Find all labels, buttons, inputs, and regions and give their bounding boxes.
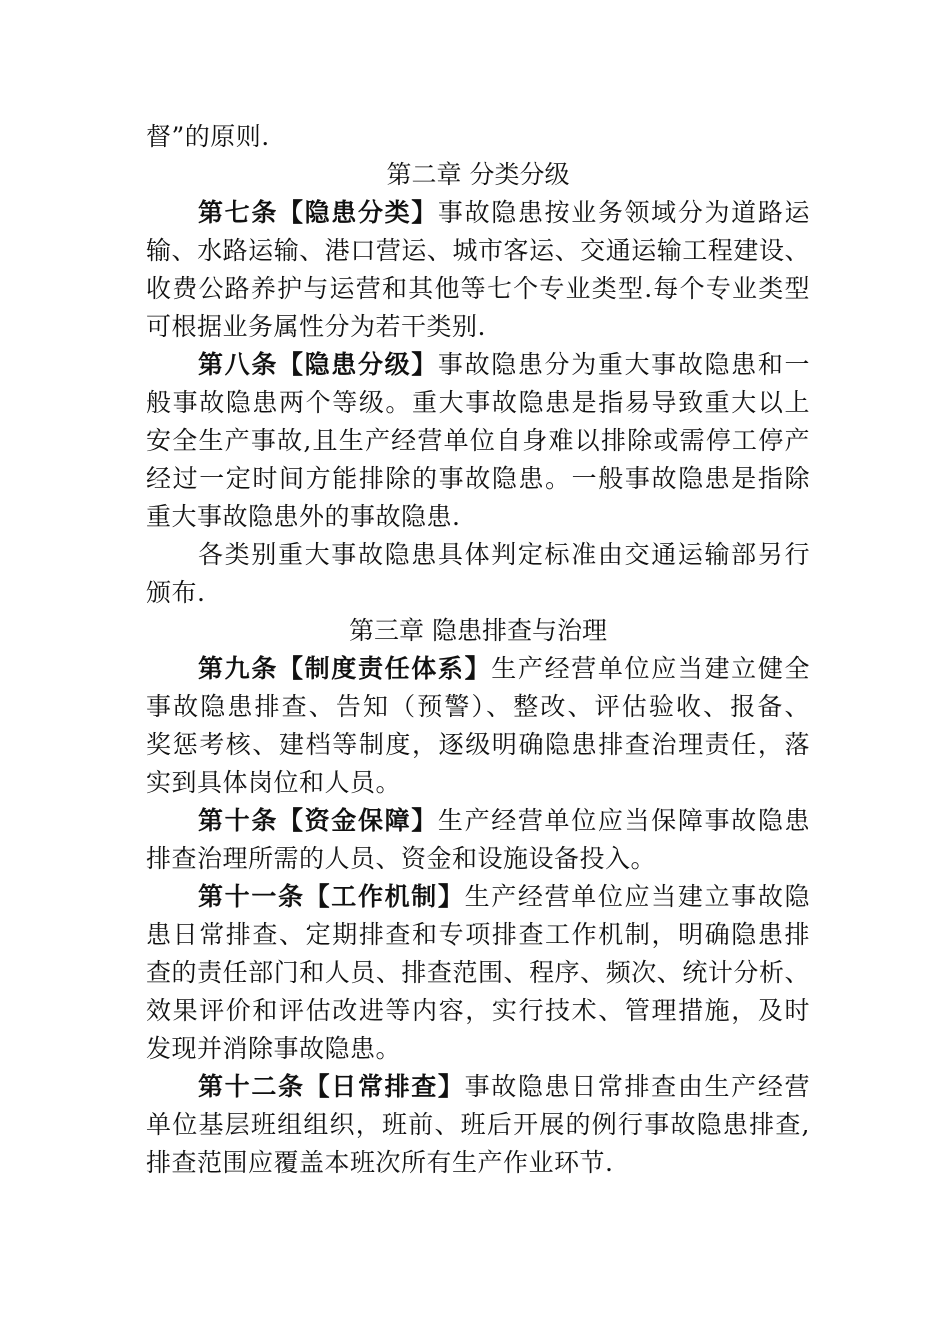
article-12-line-2: 单位基层班组组织，班前、班后开展的例行事故隐患排查, (146, 1110, 810, 1139)
article-8-line-4: 经过一定时间方能排除的事故隐患。一般事故隐患是指除 (146, 464, 810, 493)
article-12-line-3: 排查范围应覆盖本班次所有生产作业环节. (146, 1148, 614, 1177)
article-7-line-4: 可根据业务属性分为若干类别. (146, 312, 486, 341)
article-10-line-2: 排查治理所需的人员、资金和设施设备投入。 (146, 844, 657, 873)
article-11-title: 第十一条【工作机制】 (198, 882, 465, 911)
article-8-line-5: 重大事故隐患外的事故隐患. (146, 502, 461, 531)
article-8-line-2: 般事故隐患两个等级。重大事故隐患是指易导致重大以上 (146, 388, 810, 417)
article-11 (146, 878, 810, 1068)
article-11-line-3: 查的责任部门和人员、排查范围、程序、频次、统计分析、 (146, 958, 810, 987)
article-9-line-1 (146, 650, 810, 688)
article-10-title: 第十条【资金保障】 (198, 806, 438, 835)
article-12-text: 事故隐患日常排查由生产经营 (464, 1072, 810, 1101)
article-9-line-3: 奖惩考核、建档等制度，逐级明确隐患排查治理责任，落 (146, 730, 810, 759)
article-8 (146, 346, 810, 536)
article-9-text: 生产经营单位应当建立健全 (491, 654, 810, 683)
article-11-line-1 (146, 878, 810, 916)
article-7 (146, 194, 810, 346)
article-8-line-1 (146, 346, 810, 384)
article-8-text: 事故隐患分为重大事故隐患和一 (437, 350, 810, 379)
article-11-line-4: 效果评价和评估改进等内容，实行技术、管理措施，及时 (146, 996, 810, 1025)
article-9-title: 第九条【制度责任体系】 (198, 654, 492, 683)
article-7-text: 事故隐患按业务领域分为道路运 (437, 198, 810, 227)
article-12-line-1 (146, 1068, 810, 1106)
article-11-text: 生产经营单位应当建立事故隐 (464, 882, 810, 911)
document-page (146, 118, 810, 1182)
article-10-text: 生产经营单位应当保障事故隐患 (437, 806, 810, 835)
article-7-line-1 (146, 194, 810, 232)
chapter-3-heading: 第三章 隐患排查与治理 (349, 616, 607, 645)
opening-line: 督”的原则. (146, 122, 270, 151)
article-9-line-4: 实到具体岗位和人员。 (146, 768, 402, 797)
article-8-line-3: 安全生产事故,且生产经营单位自身难以排除或需停工停产 (146, 426, 810, 455)
article-12-title: 第十二条【日常排查】 (198, 1072, 465, 1101)
article-12 (146, 1068, 810, 1182)
article-7-title: 第七条【隐患分类】 (198, 198, 438, 227)
article-10-line-1 (146, 802, 810, 840)
chapter-2-heading: 第二章 分类分级 (386, 160, 570, 189)
paragraph-line-1: 各类别重大事故隐患具体判定标准由交通运输部另行 (198, 540, 810, 569)
paragraph-major-hazard-standard (146, 536, 810, 612)
article-8-title: 第八条【隐患分级】 (198, 350, 438, 379)
article-10 (146, 802, 810, 878)
article-9-line-2: 事故隐患排查、告知（预警）、整改、评估验收、报备、 (146, 692, 810, 721)
article-7-line-3: 收费公路养护与运营和其他等七个专业类型.每个专业类型 (146, 274, 810, 303)
article-9 (146, 650, 810, 802)
article-11-line-5: 发现并消除事故隐患。 (146, 1034, 402, 1063)
article-11-line-2: 患日常排查、定期排查和专项排查工作机制，明确隐患排 (146, 920, 810, 949)
paragraph-line-2: 颁布. (146, 578, 206, 607)
article-7-line-2: 输、水路运输、港口营运、城市客运、交通运输工程建设、 (146, 236, 810, 265)
